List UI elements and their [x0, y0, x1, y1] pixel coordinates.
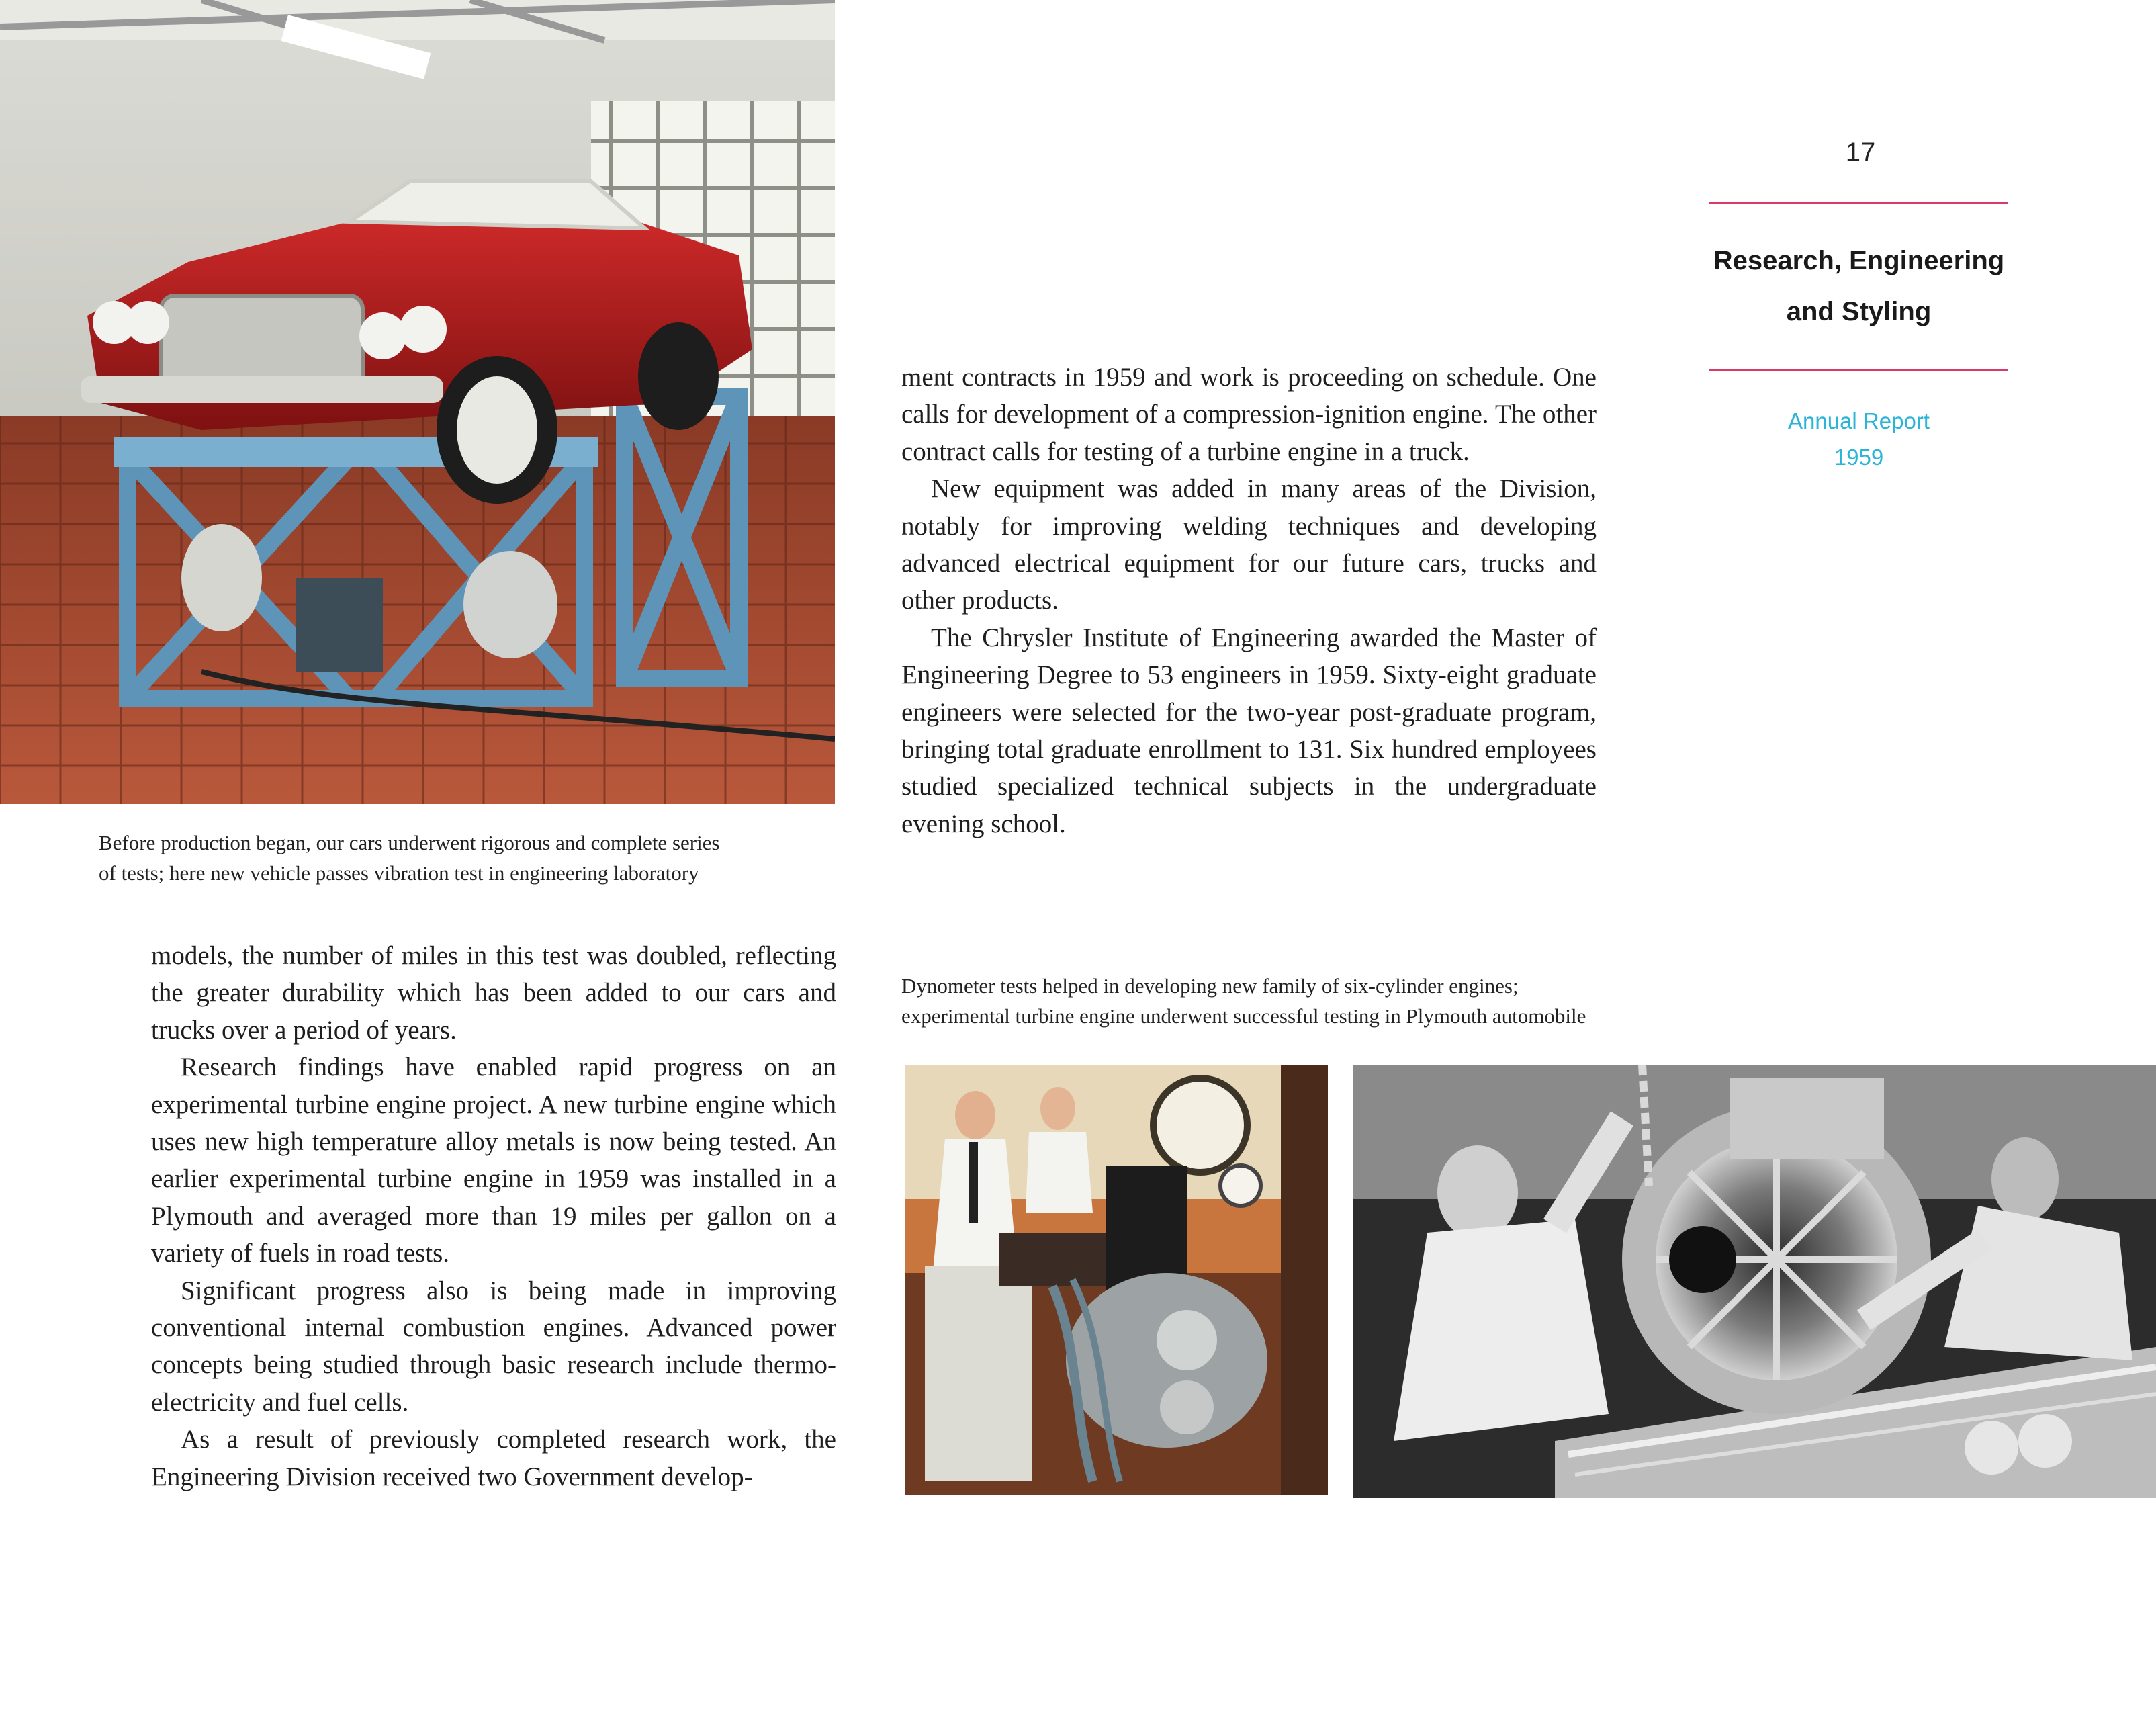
dynometer-photo: [905, 1065, 1328, 1495]
paragraph: ment contracts in 1959 and work is proceeding on schedule. One calls for development of a compression-ignition engine. The other contract calls for testing of a turbine engine in a truck.: [901, 363, 1597, 466]
report-year: 1959: [1834, 445, 1884, 470]
caption-line: of tests; here new vehicle passes vibration test in engineering laboratory: [99, 861, 699, 885]
divider: [1709, 369, 2008, 371]
caption-line: Before production began, our cars underwent rigorous and complete series: [99, 831, 720, 854]
middle-text-column: [901, 359, 1597, 842]
vibration-test-photo: [0, 0, 835, 804]
paragraph: Significant progress also is being made in improving conventional internal combustion engines. Advanced power concepts being studied through basic research include thermo-electricity and fuel cells.: [151, 1276, 836, 1417]
paragraph: As a result of previously completed research work, the Engineering Division received two Government develop-: [151, 1425, 836, 1491]
paragraph: New equipment was added in many areas of the Division, notably for improving welding techniques and developing advanced electrical equipment for our future cars, trucks and other products.: [901, 474, 1597, 615]
paragraph: models, the number of miles in this test was doubled, reflecting the greater durability which has been added to our cars and trucks over a period of years.: [151, 941, 836, 1045]
section-title-line: Research, Engineering: [1713, 246, 2005, 275]
turbine-engine-photo: [1353, 1065, 2156, 1498]
section-title-line: and Styling: [1786, 297, 1932, 326]
report-name: Annual Report: [1788, 408, 1930, 433]
page-number: 17: [1845, 138, 1876, 167]
caption-line: Dynometer tests helped in developing new family of six-cylinder engines;: [901, 974, 1519, 998]
divider: [1709, 202, 2008, 204]
paragraph: The Chrysler Institute of Engineering awarded the Master of Engineering Degree to 53 engineers in 1959. Sixty-eight graduate engineers were selected for the two-year post-graduate program, bringing total graduate enrollment to 131. Six hundred employees studied specialized technical subjects in the undergraduate evening school.: [901, 623, 1597, 838]
paragraph: Research findings have enabled rapid progress on an experimental turbine engine project. A new turbine engine which uses new high temperature alloy metals is now being tested. An earlier experimental turbine engine in 1959 was installed in a Plymouth and averaged more than 19 miles per gallon on a variety of fuels in road tests.: [151, 1053, 836, 1268]
dynometer-caption: [901, 971, 1586, 1031]
report-label: [1709, 403, 2008, 476]
caption-line: experimental turbine engine underwent successful testing in Plymouth automobile: [901, 1004, 1586, 1028]
left-text-column: [151, 937, 836, 1495]
section-title: [1709, 235, 2008, 337]
vibration-test-caption: [99, 828, 720, 888]
